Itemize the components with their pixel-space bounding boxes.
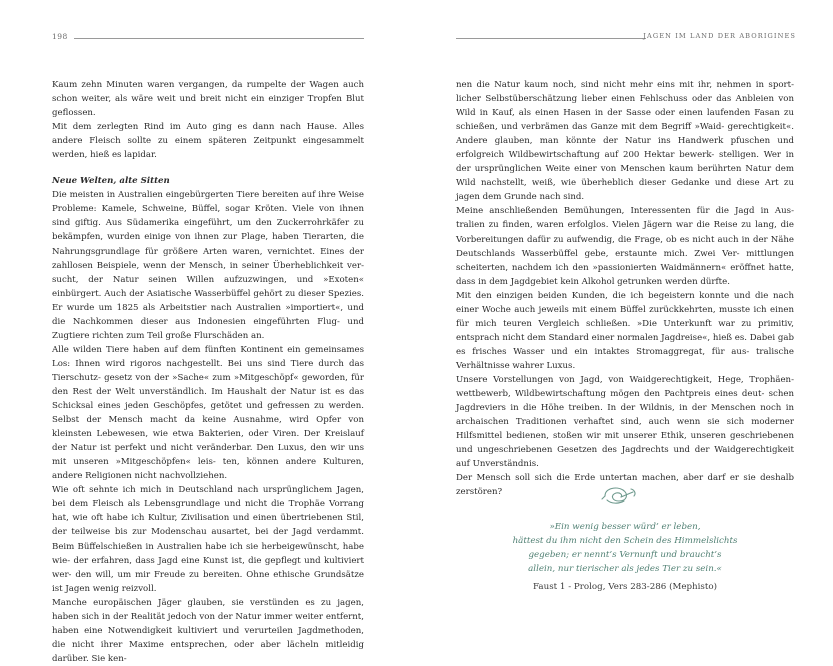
quote-line: »Ein wenig besser würd’ er leben, bbox=[549, 522, 701, 532]
quote-line: allein, nur tierischer als jedes Tier zu sein.« bbox=[528, 564, 722, 574]
paragraph: Meine anschließenden Bemühungen, Interessenten für die Jagd in Aus- tralien zu finden, waren erfolglos. Vielen Jägern war die Reise zu lang, die Vorbereitungen dafür zu aufwendig, die Frage, ob es nicht auch in der Nähe Deutschlands Wasserbüffel gebe, erstaunte mich. Zwei Ver- mittlungen scheiterten, nachdem ich den »passionierten Waidmännern« eröffnet hatte, dass in dem Jagdgebiet kein Alkohol getrunken werden dürfte. bbox=[456, 206, 794, 287]
paragraph: Unsere Vorstellungen von Jagd, von Waidgerechtigkeit, Hege, Trophäen- wettbewerb, Wildbewirtschaftung mögen den Pachtpreis eines deut- schen Jagdreviers in die Höhe treiben. In der Wildnis, in der Menschen noch in archaischen Traditionen verhaftet sind, auch wenn sie sich moderner Hilfsmittel bedienen, stoßen wir mit unserer Ethik, unseren geschriebenen und ungeschriebenen Gesetzen des Jagdrechts und der Waidgerechtigkeit auf Unverständnis. bbox=[456, 374, 794, 470]
faust-quote bbox=[456, 520, 794, 576]
paragraph: Mit dem zerlegten Rind im Auto ging es dann nach Hause. Alles andere Fleisch sollte zu einem späteren Zeitpunkt eingesammelt werden, hieß es lapidar. bbox=[52, 122, 364, 161]
paragraph: nen die Natur kaum noch, sind nicht mehr eins mit ihr, nehmen in sport- licher Selbstüberschätzung lieber einen Fehlschuss oder das Anbleien von Wild in Kauf, als einen Hasen in der Sasse oder einen laufenden Fasan zu schießen, und verbrämen das Ganze mit dem Begriff »Waid- gerechtigkeit«. Andere glauben, man könnte der Natur ins Handwerk pfuschen und erfolgreich Wildbewirtschaftung auf 200 Hektar bewerk- stelligen. Wer in der ursprünglichen Weite einer von Menschen kaum berührten Natur dem Wild nachstellt, weiß, wie überheblich dieser Gedanke und diese Art zu jagen dem Grunde nach sind. bbox=[456, 80, 794, 203]
right-page-body bbox=[456, 78, 794, 499]
paragraph: Alle wilden Tiere haben auf dem fünften Kontinent ein gemeinsames Los: Ihnen wird rigoros nachgestellt. Bei uns sind Tiere durch das Tierschutz- gesetz von der »Sache« zum »Mitgeschöpf« geworden, für den Rest der Welt unverständlich. Im Haushalt der Natur ist es das Schicksal eines jeden Geschöpfes, getötet und gefressen zu werden. Selbst der Mensch macht da keine Ausnahme, wird Opfer von kleinsten Lebewesen, wie etwa Bakterien, oder Viren. Der Kreislauf der Natur ist perfekt und nicht veränderbar. Den Luxus, den wir uns mit unseren »Mitgeschöpfen« leis- ten, können andere Kulturen, andere Religionen nicht nachvollziehen. bbox=[52, 344, 364, 482]
paragraph: Die meisten in Australien eingebürgerten Tiere bereiten auf ihre Weise Probleme: Kamele, Schweine, Büffel, sogar Kröten. Viele von ihnen sind giftig. Aus Südamerika eingeführt, um den Zuckerrohrkäfer zu bekämpfen, wurden einige von ihnen zur Plage, haben Tierarten, die Nahrungsgrundlage für größere Arten waren, vernichtet. Eines der zahllosen Beispiele, wenn der Mensch, in seiner Überheblichkeit ver- sucht, der Natur seinen Willen aufzuzwingen, und »Exoten« einbürgert. Auch der Asiatische Wasserbüffel gehört zu dieser Spezies. Er wurde um 1825 als Arbeitstier nach Australien »importiert«, und die Nachkommen dieser aus Indonesien eingeführten Flug- und Zugtiere richten zum Teil große Flurschäden an. bbox=[52, 190, 364, 341]
left-page-header bbox=[52, 32, 364, 46]
paragraph: Wie oft sehnte ich mich in Deutschland nach ursprünglichem Jagen, bei dem Fleisch als Lebensgrundlage und nicht die Trophäe Vorrang hat, wie oft habe ich Kultur, Zivilisation und einen übertriebenen Stil, der teilweise bis zur Modenschau ausartet, bei der Jagd verdammt. Beim Büffelschießen in Australien habe ich sie herbeigewünscht, habe wie- der erfahren, dass Jagd eine Kunst ist, die gepflegt und kultiviert wer- den will, um mir Freude zu bereiten. Ohne ethische Grundsätze ist Jagen wenig reizvoll. bbox=[52, 485, 364, 594]
running-head: JAGEN IM LAND DER ABORIGINES bbox=[643, 32, 796, 40]
section-heading: Neue Welten, alte Sitten bbox=[52, 176, 170, 187]
page-number: 198 bbox=[52, 32, 68, 41]
paragraph: Kaum zehn Minuten waren vergangen, da rumpelte der Wagen auch schon weiter, als wäre weit und breit nicht ein einziger Tropfen Blut geflossen. bbox=[52, 80, 364, 119]
left-page-body bbox=[52, 78, 364, 666]
right-page bbox=[416, 0, 833, 648]
quote-line: gegeben; er nennt’s Vernunft und braucht’s bbox=[528, 550, 722, 560]
header-rule bbox=[74, 38, 364, 39]
right-page-header bbox=[456, 32, 796, 46]
hunting-horn-icon bbox=[599, 484, 639, 506]
paragraph: Mit den einzigen beiden Kunden, die ich begeistern konnte und die nach einer Woche auch jeweils mit einem Büffel zurückkehrten, musste ich einen für mich teuren Vergleich schließen. »Die Unterkunft war zu primitiv, entsprach nicht dem Standard einer normalen Jagdreise«, hieß es. Dabei gab es frisches Wasser und ein intaktes Stromaggregat, für aus- tralische Verhältnisse wahrer Luxus. bbox=[456, 290, 794, 371]
quote-attribution: Faust 1 - Prolog, Vers 283-286 (Mephisto) bbox=[532, 582, 717, 592]
paragraph: Manche europäischen Jäger glauben, sie verstünden es zu jagen, haben sich in der Realität jedoch von der Natur immer weiter entfernt, haben eine Notwendigkeit kultiviert und verurteilen Jagdmethoden, die nicht ihrer Maxime entsprechen, oder aber lächeln mitleidig darüber. Sie ken- bbox=[52, 597, 364, 664]
header-rule bbox=[456, 38, 646, 39]
quote-line: hättest du ihm nicht den Schein des Himmelslichts bbox=[512, 536, 738, 546]
paragraph: Der Mensch soll sich die Erde untertan machen, aber darf er sie deshalb zerstören? bbox=[456, 473, 794, 498]
left-page bbox=[0, 0, 416, 664]
